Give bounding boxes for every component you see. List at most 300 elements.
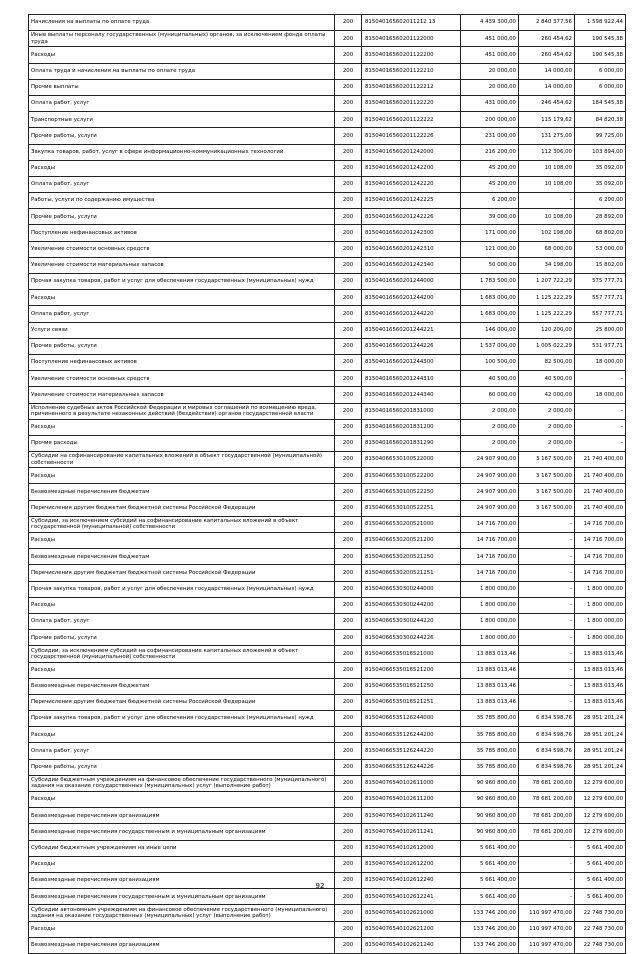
table-row: [29, 662, 626, 678]
row-approved-cell: 133 746 200,00: [461, 905, 519, 921]
row-executed-cell: 112 306,00: [519, 144, 575, 160]
row-name-cell: Субсидии бюджетным учреждениям на финансовое обеспечение государственного (муниципального) задания на оказание государственных (муниципальных) услуг (выполнение работ): [29, 775, 335, 791]
row-kbk-cell: 81504076540102621240: [362, 937, 461, 953]
row-remainder-cell: 35 092,00: [575, 176, 626, 192]
row-approved-cell: 133 746 200,00: [461, 921, 519, 937]
row-remainder-cell: 1 800 000,00: [575, 630, 626, 646]
table-row: [29, 338, 626, 354]
row-kbk-cell: 81504066535016521251: [362, 694, 461, 710]
row-remainder-cell: 5 661 400,00: [575, 872, 626, 888]
row-name-cell: Начисления на выплаты по оплате труда: [29, 15, 335, 31]
row-kbk-cell: 81504066530200521200: [362, 533, 461, 549]
table-row: [29, 824, 626, 840]
table-row: [29, 889, 626, 905]
row-code-cell: 200: [335, 937, 362, 953]
table-row: [29, 694, 626, 710]
row-executed-cell: 115 179,62: [519, 112, 575, 128]
row-executed-cell: -: [519, 856, 575, 872]
row-name-cell: Расходы: [29, 597, 335, 613]
row-executed-cell: 2 840 377,56: [519, 15, 575, 31]
table-row: [29, 354, 626, 370]
row-name-cell: Прочие работы, услуги: [29, 338, 335, 354]
table-row: [29, 937, 626, 953]
row-code-cell: 200: [335, 905, 362, 921]
row-name-cell: Прочие работы, услуги: [29, 759, 335, 775]
row-name-cell: Перечисления другим бюджетам бюджетной системы Российской Федерации: [29, 500, 335, 516]
row-approved-cell: 1 800 000,00: [461, 630, 519, 646]
row-code-cell: 200: [335, 500, 362, 516]
row-approved-cell: 1 683 000,00: [461, 306, 519, 322]
row-code-cell: 200: [335, 274, 362, 290]
row-approved-cell: 35 785 800,00: [461, 711, 519, 727]
row-name-cell: Безвозмездные перечисления организациям: [29, 808, 335, 824]
row-kbk-cell: 81504076540102611200: [362, 792, 461, 808]
row-executed-cell: 1 125 222,29: [519, 306, 575, 322]
row-name-cell: Оплата труда и начисления на выплаты по оплате труда: [29, 63, 335, 79]
budget-table-body: [29, 15, 626, 954]
row-kbk-cell: 81504016560201831000: [362, 403, 461, 419]
row-executed-cell: 1 207 722,29: [519, 274, 575, 290]
row-approved-cell: 24 907 900,00: [461, 500, 519, 516]
row-name-cell: Поступление нефинансовых активов: [29, 354, 335, 370]
row-executed-cell: -: [519, 646, 575, 662]
row-code-cell: 200: [335, 419, 362, 435]
row-code-cell: 200: [335, 743, 362, 759]
row-remainder-cell: 12 279 600,00: [575, 824, 626, 840]
row-approved-cell: 431 000,00: [461, 95, 519, 111]
row-approved-cell: 200 000,00: [461, 112, 519, 128]
row-approved-cell: 4 439 300,00: [461, 15, 519, 31]
row-approved-cell: 24 907 900,00: [461, 484, 519, 500]
row-executed-cell: 3 167 500,00: [519, 500, 575, 516]
row-approved-cell: 90 960 800,00: [461, 824, 519, 840]
table-row: [29, 47, 626, 63]
row-kbk-cell: 81504066535016521000: [362, 646, 461, 662]
row-executed-cell: 6 834 598,76: [519, 711, 575, 727]
row-approved-cell: 5 661 400,00: [461, 872, 519, 888]
page-number: 92: [315, 882, 325, 890]
row-code-cell: 200: [335, 808, 362, 824]
row-kbk-cell: 81504016560201122000: [362, 31, 461, 47]
row-code-cell: 200: [335, 403, 362, 419]
row-code-cell: 200: [335, 290, 362, 306]
table-row: [29, 565, 626, 581]
row-code-cell: 200: [335, 387, 362, 403]
row-executed-cell: 6 834 598,76: [519, 727, 575, 743]
row-kbk-cell: 81504066530300244220: [362, 613, 461, 629]
row-name-cell: Расходы: [29, 921, 335, 937]
table-row: [29, 533, 626, 549]
row-code-cell: 200: [335, 630, 362, 646]
row-executed-cell: -: [519, 565, 575, 581]
row-kbk-cell: 81504066530100522251: [362, 500, 461, 516]
row-executed-cell: 78 681 200,00: [519, 792, 575, 808]
row-remainder-cell: 190 545,38: [575, 31, 626, 47]
table-row: [29, 500, 626, 516]
row-name-cell: Безвозмездные перечисления бюджетам: [29, 678, 335, 694]
row-executed-cell: 1 005 022,29: [519, 338, 575, 354]
row-approved-cell: 13 883 013,46: [461, 662, 519, 678]
row-executed-cell: 10 108,00: [519, 209, 575, 225]
row-name-cell: Субсидии бюджетным учреждениям на иные цели: [29, 840, 335, 856]
table-row: [29, 419, 626, 435]
row-name-cell: Иные выплаты персоналу государственных (муниципальных) органов, за исключением фонда оплаты труда: [29, 31, 335, 47]
row-code-cell: 200: [335, 144, 362, 160]
row-remainder-cell: -: [575, 435, 626, 451]
row-remainder-cell: 1 800 000,00: [575, 581, 626, 597]
row-code-cell: 200: [335, 63, 362, 79]
table-row: [29, 808, 626, 824]
row-kbk-cell: 81504066535126244200: [362, 727, 461, 743]
row-kbk-cell: 81504066530200521000: [362, 516, 461, 532]
row-code-cell: 200: [335, 371, 362, 387]
row-approved-cell: 14 716 700,00: [461, 533, 519, 549]
row-name-cell: Расходы: [29, 290, 335, 306]
row-name-cell: Безвозмездные перечисления бюджетам: [29, 484, 335, 500]
table-row: [29, 371, 626, 387]
row-name-cell: Расходы: [29, 727, 335, 743]
row-executed-cell: 6 834 598,76: [519, 759, 575, 775]
row-code-cell: 200: [335, 128, 362, 144]
row-name-cell: Оплата работ, услуг: [29, 176, 335, 192]
table-row: [29, 387, 626, 403]
table-row: [29, 743, 626, 759]
row-remainder-cell: 5 661 400,00: [575, 856, 626, 872]
row-name-cell: Оплата работ, услуг: [29, 306, 335, 322]
row-executed-cell: 246 454,62: [519, 95, 575, 111]
row-name-cell: Расходы: [29, 468, 335, 484]
row-name-cell: Прочие работы, услуги: [29, 128, 335, 144]
row-executed-cell: -: [519, 840, 575, 856]
row-name-cell: Прочая закупка товаров, работ и услуг для обеспечения государственных (муниципальных) нужд: [29, 711, 335, 727]
row-executed-cell: -: [519, 581, 575, 597]
row-executed-cell: 34 198,00: [519, 257, 575, 273]
row-code-cell: 200: [335, 711, 362, 727]
row-approved-cell: 216 200,00: [461, 144, 519, 160]
table-row: [29, 79, 626, 95]
row-code-cell: 200: [335, 840, 362, 856]
row-remainder-cell: 12 279 600,00: [575, 808, 626, 824]
row-executed-cell: -: [519, 630, 575, 646]
table-row: [29, 452, 626, 468]
row-executed-cell: 6 834 598,76: [519, 743, 575, 759]
row-kbk-cell: 81504066535126244000: [362, 711, 461, 727]
row-approved-cell: 231 000,00: [461, 128, 519, 144]
row-executed-cell: 2 000,00: [519, 435, 575, 451]
row-approved-cell: 5 661 400,00: [461, 840, 519, 856]
table-row: [29, 31, 626, 47]
row-approved-cell: 5 661 400,00: [461, 856, 519, 872]
table-row: [29, 435, 626, 451]
row-code-cell: 200: [335, 225, 362, 241]
row-executed-cell: -: [519, 516, 575, 532]
table-row: [29, 856, 626, 872]
row-approved-cell: 90 960 800,00: [461, 775, 519, 791]
row-approved-cell: 14 716 700,00: [461, 565, 519, 581]
row-remainder-cell: 575 777,71: [575, 274, 626, 290]
row-remainder-cell: 13 883 013,46: [575, 646, 626, 662]
row-code-cell: 200: [335, 792, 362, 808]
row-kbk-cell: 81504016560201244000: [362, 274, 461, 290]
row-approved-cell: 1 783 500,00: [461, 274, 519, 290]
row-remainder-cell: 13 883 013,46: [575, 678, 626, 694]
row-remainder-cell: 18 000,00: [575, 354, 626, 370]
row-name-cell: Безвозмездные перечисления бюджетам: [29, 549, 335, 565]
row-approved-cell: 35 785 800,00: [461, 743, 519, 759]
row-kbk-cell: 81504016560201244226: [362, 338, 461, 354]
row-approved-cell: 14 716 700,00: [461, 549, 519, 565]
row-remainder-cell: 28 951 201,24: [575, 711, 626, 727]
table-row: [29, 468, 626, 484]
row-name-cell: Прочая закупка товаров, работ и услуг для обеспечения государственных (муниципальных) нужд: [29, 274, 335, 290]
row-executed-cell: 131 275,00: [519, 128, 575, 144]
row-kbk-cell: 81504066530100522250: [362, 484, 461, 500]
row-remainder-cell: 557 777,71: [575, 290, 626, 306]
row-executed-cell: 110 997 470,00: [519, 921, 575, 937]
row-kbk-cell: 81504016560201242310: [362, 241, 461, 257]
row-remainder-cell: 190 545,38: [575, 47, 626, 63]
row-remainder-cell: 99 725,00: [575, 128, 626, 144]
row-kbk-cell: 81504016560201244310: [362, 371, 461, 387]
row-approved-cell: 451 000,00: [461, 47, 519, 63]
table-row: [29, 792, 626, 808]
row-remainder-cell: 557 777,71: [575, 306, 626, 322]
table-row: [29, 630, 626, 646]
row-executed-cell: 78 681 200,00: [519, 824, 575, 840]
row-kbk-cell: 81504016560201242300: [362, 225, 461, 241]
row-name-cell: Прочие выплаты: [29, 79, 335, 95]
row-approved-cell: 121 000,00: [461, 241, 519, 257]
row-approved-cell: 24 907 900,00: [461, 468, 519, 484]
row-code-cell: 200: [335, 824, 362, 840]
row-kbk-cell: 81504076540102611000: [362, 775, 461, 791]
row-approved-cell: 2 000,00: [461, 419, 519, 435]
row-code-cell: 200: [335, 468, 362, 484]
row-remainder-cell: 84 820,38: [575, 112, 626, 128]
row-name-cell: Транспортные услуги: [29, 112, 335, 128]
row-name-cell: Оплата работ, услуг: [29, 95, 335, 111]
row-kbk-cell: 81504076540102612200: [362, 856, 461, 872]
row-approved-cell: 13 883 013,46: [461, 646, 519, 662]
row-code-cell: 200: [335, 112, 362, 128]
row-code-cell: 200: [335, 257, 362, 273]
row-remainder-cell: 15 802,00: [575, 257, 626, 273]
row-remainder-cell: 5 661 400,00: [575, 840, 626, 856]
row-kbk-cell: 81504016560201122200: [362, 47, 461, 63]
row-name-cell: Расходы: [29, 419, 335, 435]
row-name-cell: Безвозмездные перечисления государственным и муниципальным организациям: [29, 889, 335, 905]
row-approved-cell: 39 000,00: [461, 209, 519, 225]
row-code-cell: 200: [335, 452, 362, 468]
row-code-cell: 200: [335, 889, 362, 905]
row-remainder-cell: 103 894,00: [575, 144, 626, 160]
row-code-cell: 200: [335, 47, 362, 63]
row-remainder-cell: 28 951 201,24: [575, 743, 626, 759]
row-executed-cell: 2 000,00: [519, 403, 575, 419]
row-executed-cell: 68 000,00: [519, 241, 575, 257]
row-code-cell: 200: [335, 662, 362, 678]
row-name-cell: Перечисления другим бюджетам бюджетной системы Российской Федерации: [29, 694, 335, 710]
row-remainder-cell: 14 716 700,00: [575, 565, 626, 581]
table-row: [29, 597, 626, 613]
table-row: [29, 290, 626, 306]
row-name-cell: Услуги связи: [29, 322, 335, 338]
row-code-cell: 200: [335, 921, 362, 937]
row-approved-cell: 171 000,00: [461, 225, 519, 241]
row-remainder-cell: 6 200,00: [575, 193, 626, 209]
table-row: [29, 581, 626, 597]
table-row: [29, 274, 626, 290]
row-name-cell: Закупка товаров, работ, услуг в сфере информационно-коммуникационных технологий: [29, 144, 335, 160]
table-row: [29, 905, 626, 921]
table-row: [29, 176, 626, 192]
row-code-cell: 200: [335, 322, 362, 338]
row-name-cell: Исполнение судебных актов Российской Федерации и мировых соглашений по возмещению вреда, причиненного в результате незаконных действий (бездействия) органов государственной власти: [29, 403, 335, 419]
row-remainder-cell: 21 740 400,00: [575, 468, 626, 484]
row-kbk-cell: 81504016560201242200: [362, 160, 461, 176]
row-approved-cell: 60 000,00: [461, 387, 519, 403]
row-approved-cell: 35 785 800,00: [461, 759, 519, 775]
table-row: [29, 225, 626, 241]
row-executed-cell: 14 000,00: [519, 63, 575, 79]
row-kbk-cell: 81504016560201244340: [362, 387, 461, 403]
row-executed-cell: -: [519, 533, 575, 549]
row-executed-cell: 102 198,00: [519, 225, 575, 241]
row-code-cell: 200: [335, 759, 362, 775]
row-approved-cell: 5 661 400,00: [461, 889, 519, 905]
table-row: [29, 322, 626, 338]
row-remainder-cell: 25 800,00: [575, 322, 626, 338]
row-remainder-cell: 21 740 400,00: [575, 484, 626, 500]
table-row: [29, 95, 626, 111]
row-kbk-cell: 81504066530100522200: [362, 468, 461, 484]
row-kbk-cell: 81504016560201242220: [362, 176, 461, 192]
row-name-cell: Работы, услуги по содержанию имущества: [29, 193, 335, 209]
row-name-cell: Безвозмездные перечисления организациям: [29, 872, 335, 888]
row-approved-cell: 20 000,00: [461, 63, 519, 79]
row-remainder-cell: 6 000,00: [575, 63, 626, 79]
row-approved-cell: 45 200,00: [461, 176, 519, 192]
row-executed-cell: 120 200,00: [519, 322, 575, 338]
row-code-cell: 200: [335, 856, 362, 872]
row-approved-cell: 133 746 200,00: [461, 937, 519, 953]
row-approved-cell: 6 200,00: [461, 193, 519, 209]
row-name-cell: Субсидии, за исключением субсидий на софинансирование капитальных вложений в объект государственной (муниципальной) собственности: [29, 516, 335, 532]
row-executed-cell: 260 454,62: [519, 47, 575, 63]
row-remainder-cell: 1 800 000,00: [575, 613, 626, 629]
table-row: [29, 549, 626, 565]
row-code-cell: 200: [335, 209, 362, 225]
row-kbk-cell: 81504076540102612241: [362, 889, 461, 905]
row-kbk-cell: 81504016560201122220: [362, 95, 461, 111]
row-remainder-cell: 14 716 700,00: [575, 516, 626, 532]
row-code-cell: 200: [335, 193, 362, 209]
row-kbk-cell: 81504016560201122222: [362, 112, 461, 128]
row-name-cell: Прочая закупка товаров, работ и услуг для обеспечения государственных (муниципальных) нужд: [29, 581, 335, 597]
row-code-cell: 200: [335, 549, 362, 565]
row-remainder-cell: -: [575, 371, 626, 387]
row-remainder-cell: 13 883 013,46: [575, 694, 626, 710]
row-name-cell: Расходы: [29, 662, 335, 678]
row-approved-cell: 1 800 000,00: [461, 597, 519, 613]
row-code-cell: 200: [335, 484, 362, 500]
row-name-cell: Субсидии, за исключением субсидий на софинансирование капитальных вложений в объект государственной (муниципальной) собственности: [29, 646, 335, 662]
table-row: [29, 613, 626, 629]
row-executed-cell: -: [519, 549, 575, 565]
row-code-cell: 200: [335, 160, 362, 176]
table-row: [29, 727, 626, 743]
row-code-cell: 200: [335, 533, 362, 549]
row-executed-cell: 78 681 200,00: [519, 775, 575, 791]
row-kbk-cell: 81504016560201242225: [362, 193, 461, 209]
table-row: [29, 711, 626, 727]
row-approved-cell: 2 000,00: [461, 403, 519, 419]
row-executed-cell: 14 000,00: [519, 79, 575, 95]
budget-execution-sheet: [28, 14, 625, 954]
row-remainder-cell: 21 740 400,00: [575, 452, 626, 468]
table-row: [29, 209, 626, 225]
row-kbk-cell: 81504076540102621000: [362, 905, 461, 921]
row-kbk-cell: 81504016560201242226: [362, 209, 461, 225]
table-row: [29, 759, 626, 775]
row-name-cell: Увеличение стоимости основных средств: [29, 371, 335, 387]
row-name-cell: Расходы: [29, 533, 335, 549]
row-remainder-cell: 28 892,00: [575, 209, 626, 225]
row-kbk-cell: 81504066530300244000: [362, 581, 461, 597]
row-kbk-cell: 81504016560201122212: [362, 79, 461, 95]
table-row: [29, 484, 626, 500]
row-name-cell: Увеличение стоимости основных средств: [29, 241, 335, 257]
row-kbk-cell: 81504016560201242340: [362, 257, 461, 273]
row-approved-cell: 1 683 000,00: [461, 290, 519, 306]
row-remainder-cell: 184 545,38: [575, 95, 626, 111]
row-approved-cell: 1 800 000,00: [461, 613, 519, 629]
budget-table: [28, 14, 626, 954]
row-remainder-cell: 28 951 201,24: [575, 727, 626, 743]
row-remainder-cell: 22 748 730,00: [575, 937, 626, 953]
row-executed-cell: -: [519, 872, 575, 888]
row-kbk-cell: 81504066535016521200: [362, 662, 461, 678]
row-name-cell: Безвозмездные перечисления организациям: [29, 937, 335, 953]
row-approved-cell: 13 883 013,46: [461, 678, 519, 694]
row-kbk-cell: 81504016560201244221: [362, 322, 461, 338]
row-kbk-cell: 81504076540102621200: [362, 921, 461, 937]
table-row: [29, 144, 626, 160]
row-kbk-cell: 81504016560201244220: [362, 306, 461, 322]
row-code-cell: 200: [335, 306, 362, 322]
row-name-cell: Расходы: [29, 856, 335, 872]
row-kbk-cell: 81504016560201831200: [362, 419, 461, 435]
row-code-cell: 200: [335, 597, 362, 613]
row-executed-cell: -: [519, 597, 575, 613]
row-kbk-cell: 81504076540102612000: [362, 840, 461, 856]
row-code-cell: 200: [335, 581, 362, 597]
row-name-cell: Оплата работ, услуг: [29, 613, 335, 629]
row-code-cell: 200: [335, 241, 362, 257]
row-kbk-cell: 81504016560201242000: [362, 144, 461, 160]
row-name-cell: Оплата работ, услуг: [29, 743, 335, 759]
row-name-cell: Прочие работы, услуги: [29, 209, 335, 225]
row-approved-cell: 1 800 000,00: [461, 581, 519, 597]
row-executed-cell: 3 167 500,00: [519, 452, 575, 468]
row-name-cell: Безвозмездные перечисления государственным и муниципальным организациям: [29, 824, 335, 840]
row-remainder-cell: 21 740 400,00: [575, 500, 626, 516]
row-kbk-cell: 815040165602011212 13: [362, 15, 461, 31]
row-code-cell: 200: [335, 354, 362, 370]
row-remainder-cell: 68 802,00: [575, 225, 626, 241]
row-approved-cell: 24 907 900,00: [461, 452, 519, 468]
row-kbk-cell: 81504066530200521251: [362, 565, 461, 581]
